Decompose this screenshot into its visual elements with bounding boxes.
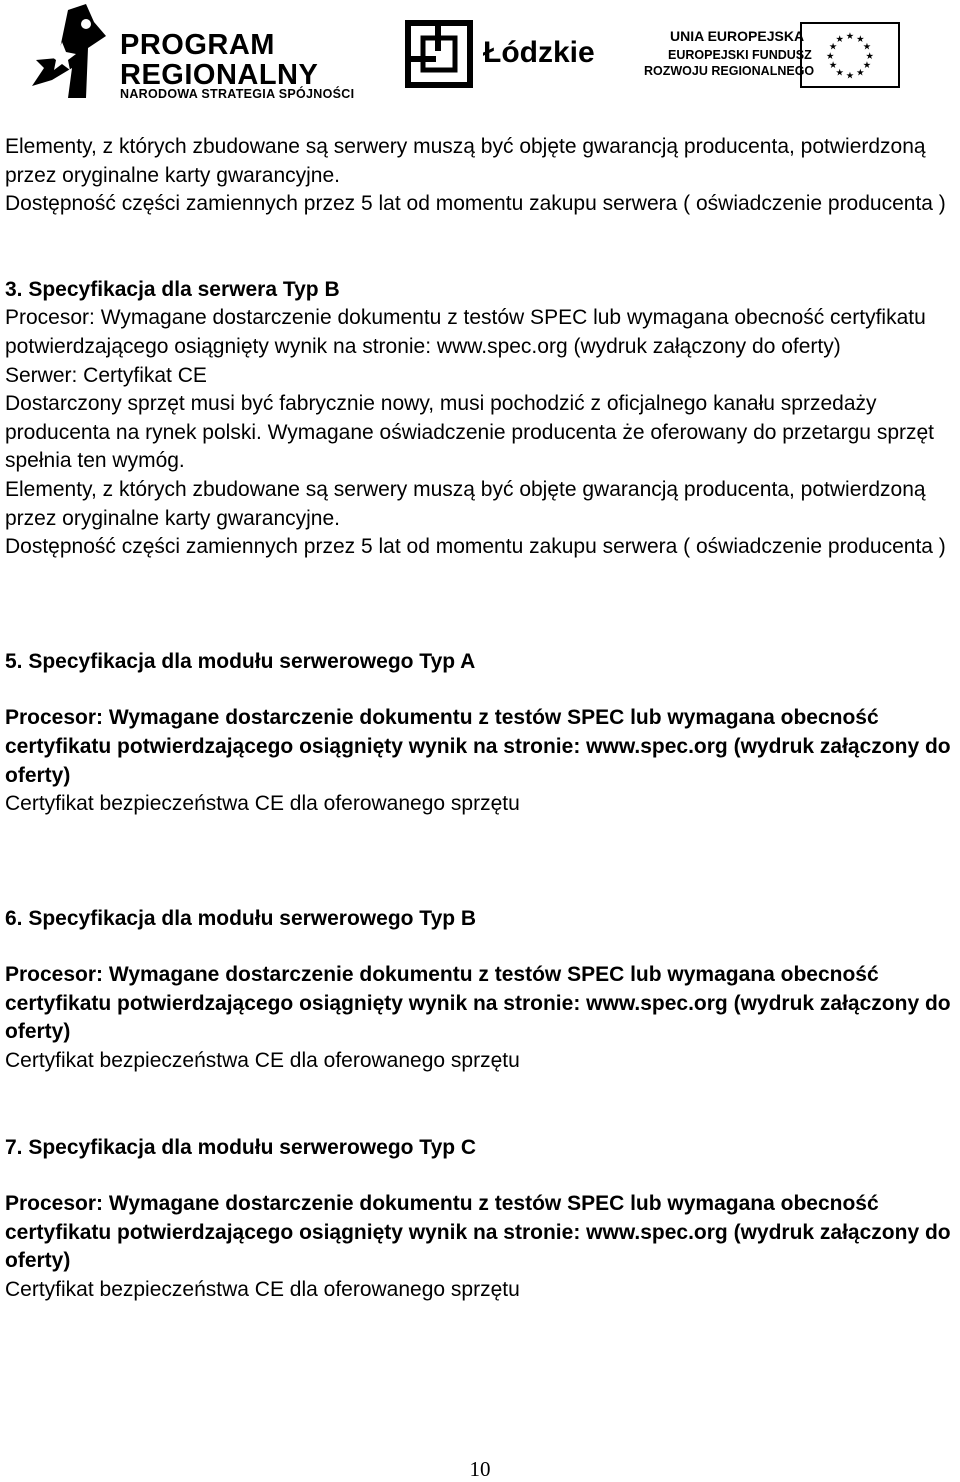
section-5-title: 5. Specyfikacja dla modułu serwerowego Typ A: [5, 649, 476, 673]
svg-text:★: ★: [865, 50, 874, 62]
section-3-server: Serwer: Certyfikat CE: [5, 363, 207, 387]
program-logo-line2: REGIONALNY: [120, 59, 319, 91]
svg-text:★: ★: [862, 41, 872, 53]
svg-text:★: ★: [845, 31, 855, 43]
svg-text:★: ★: [828, 41, 838, 53]
lodzkie-logo-text: Łódzkie: [483, 36, 595, 69]
page-number: 10: [469, 1457, 491, 1481]
svg-text:★: ★: [835, 33, 844, 45]
section-7-processor: Procesor: Wymagane dostarczenie dokumentu z testów SPEC lub wymagana obecność certyfikatu potwierdzającego osiągnięty wynik na stronie: www.spec.org (wydruk załączony do oferty): [5, 1192, 951, 1273]
eu-flag-icon: [800, 22, 900, 88]
eu-logo: [640, 22, 902, 92]
svg-text:★: ★: [826, 50, 835, 62]
intro-warranty: Elementy, z których zbudowane są serwery muszą być objęte gwarancją producenta, potwierdzoną przez oryginalne karty gwarancyjne.: [5, 135, 926, 187]
section-5-processor: Procesor: Wymagane dostarczenie dokumentu z testów SPEC lub wymagana obecność certyfikatu potwierdzającego osiągnięty wynik na stronie: www.spec.org (wydruk załączony do oferty): [5, 706, 951, 787]
program-star-icon: [28, 2, 108, 102]
intro-spare-parts: Dostępność części zamiennych przez 5 lat od momentu zakupu serwera ( oświadczenie producenta ): [5, 192, 946, 216]
lodzkie-emblem-icon: [405, 20, 473, 88]
section-3-new-equipment: Dostarczony sprzęt musi być fabrycznie nowy, musi pochodzić z oficjalnego kanału sprzedaży producenta na rynek polski. Wymagane oświadczenie producenta że oferowany do przetargu sprzęt spełnia ten wymóg.: [5, 392, 935, 473]
svg-text:★: ★: [856, 33, 865, 45]
section-3-title: 3. Specyfikacja dla serwera Typ B: [5, 277, 340, 301]
program-logo-line1: PROGRAM: [120, 29, 275, 61]
section-3-processor: Procesor: Wymagane dostarczenie dokumentu z testów SPEC lub wymagana obecność certyfikatu potwierdzającego osiągnięty wynik na stronie: www.spec.org (wydruk załączony do oferty): [5, 306, 926, 358]
lodzkie-logo: [405, 20, 605, 90]
svg-text:★: ★: [845, 70, 855, 82]
section-7-title: 7. Specyfikacja dla modułu serwerowego Typ C: [5, 1135, 477, 1159]
header-logos: [0, 0, 960, 110]
eu-logo-line2: EUROPEJSKI FUNDUSZ: [668, 48, 812, 62]
section-5-certificate: Certyfikat bezpieczeństwa CE dla oferowanego sprzętu: [5, 792, 520, 816]
section-6-title: 6. Specyfikacja dla modułu serwerowego Typ B: [5, 906, 477, 930]
program-regionalny-logo: [28, 2, 368, 102]
section-7-certificate: Certyfikat bezpieczeństwa CE dla oferowanego sprzętu: [5, 1278, 520, 1302]
section-6-processor: Procesor: Wymagane dostarczenie dokumentu z testów SPEC lub wymagana obecność certyfikatu potwierdzającego osiągnięty wynik na stronie: www.spec.org (wydruk załączony do oferty): [5, 963, 951, 1044]
section-6-certificate: Certyfikat bezpieczeństwa CE dla oferowanego sprzętu: [5, 1049, 520, 1073]
program-logo-line3: NARODOWA STRATEGIA SPÓJNOŚCI: [120, 87, 355, 101]
document-body: [5, 133, 957, 1305]
section-3-warranty: Elementy, z których zbudowane są serwery muszą być objęte gwarancją producenta, potwierdzoną przez oryginalne karty gwarancyjne.: [5, 477, 926, 530]
eu-logo-line1: UNIA EUROPEJSKA: [670, 28, 805, 44]
svg-text:★: ★: [856, 67, 865, 79]
svg-text:★: ★: [835, 67, 844, 79]
section-3-spare-parts: Dostępność części zamiennych przez 5 lat od momentu zakupu serwera ( oświadczenie producenta ): [5, 535, 946, 559]
eu-logo-line3: ROZWOJU REGIONALNEGO: [644, 64, 815, 78]
svg-text:★: ★: [828, 60, 838, 72]
svg-text:★: ★: [862, 60, 872, 72]
